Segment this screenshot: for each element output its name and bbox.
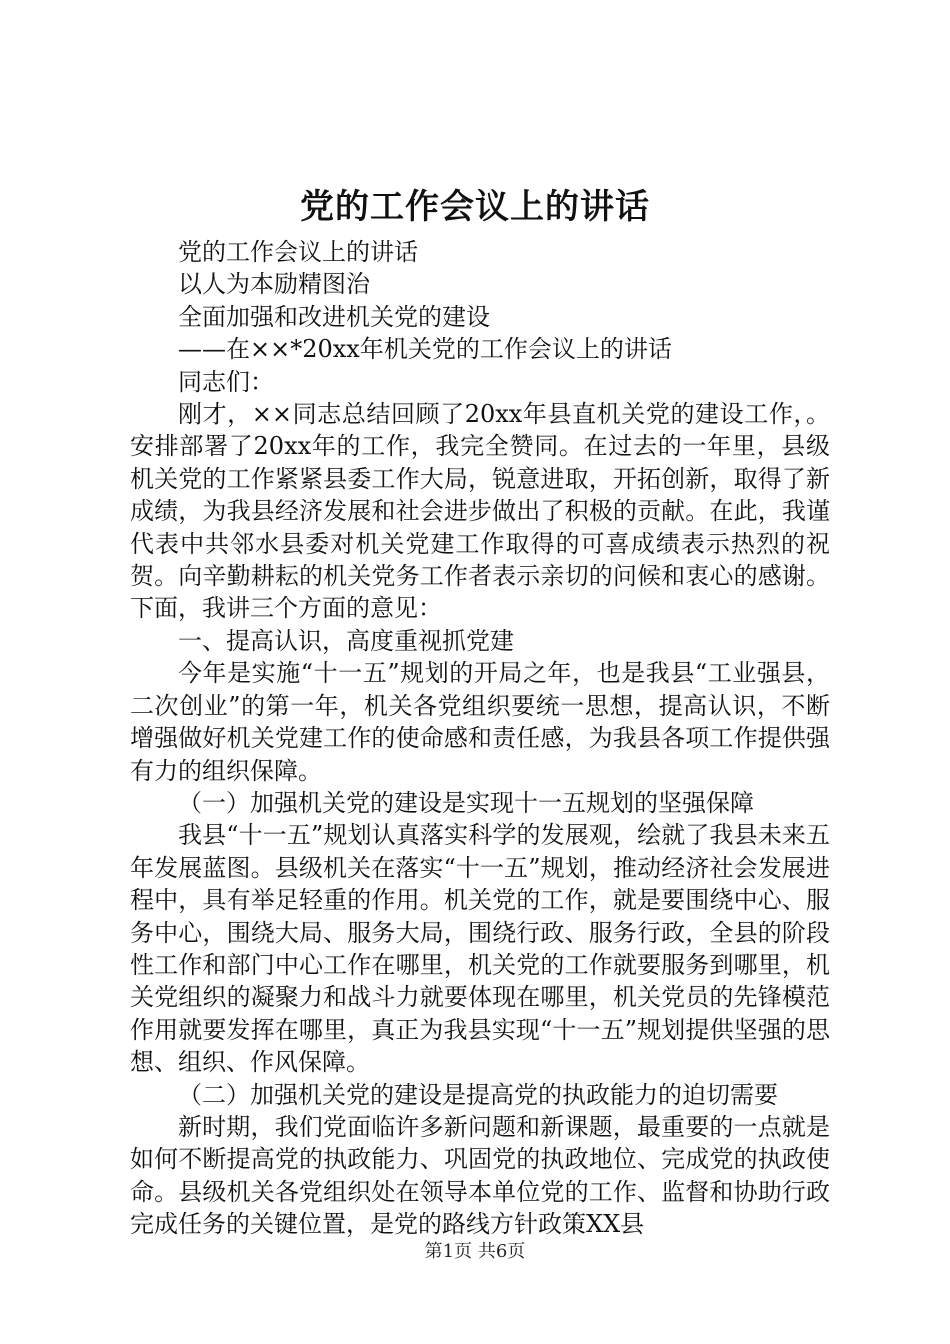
section-heading-1: 一、提高认识，高度重视抓党建 (178, 626, 514, 655)
subsection-heading-2: （二）加强机关党的建设是提高党的执政能力的迫切需要 (178, 1080, 778, 1109)
page-footer: 第1页 共6页 (424, 1241, 526, 1262)
paragraph-heading: 全面加强和改进机关党的建设 (178, 302, 490, 331)
paragraph-occasion: ——在××*20xx年机关党的工作会议上的讲话 (178, 335, 672, 364)
subsection-heading-1: （一）加强机关党的建设是实现十一五规划的坚强保障 (178, 788, 754, 817)
document-body (130, 236, 830, 1241)
paragraph-subtitle: 党的工作会议上的讲话 (178, 238, 418, 266)
paragraph-salutation: 同志们： (178, 367, 274, 396)
document-title: 党的工作会议上的讲话 (300, 187, 650, 227)
paragraph-body: 新时期，我们党面临许多新问题和新课题，最重要的一点就是如何不断提高党的执政能力、巩固党的执政地位、完成党的执政使命。县级机关各党组织处在领导本单位党的工作、监督和协助行政完成任务的关键位置，是党的路线方针政策XX县 (130, 1112, 830, 1239)
paragraph-slogan: 以人为本励精图治 (178, 270, 370, 299)
paragraph-body: 我县“十一五”规划认真落实科学的发展观，绘就了我县未来五年发展蓝图。县级机关在落实“十一五”规划，推动经济社会发展进程中，具有举足轻重的作用。机关党的工作，就是要围绕中心、服务中心，围绕大局、服务大局，围绕行政、服务行政，全县的阶段性工作和部门中心工作在哪里，机关党的工作就要服务到哪里，机关党组织的凝聚力和战斗力就要体现在哪里，机关党员的先锋模范作用就要发挥在哪里，真正为我县实现“十一五”规划提供坚强的思想、组织、作风保障。 (130, 821, 830, 1077)
paragraph-body: 今年是实施“十一五”规划的开局之年，也是我县“工业强县，二次创业”的第一年，机关各党组织要统一思想，提高认识，不断增强做好机关党建工作的使命感和责任感，为我县各项工作提供强有力的组织保障。 (130, 659, 830, 785)
paragraph-body: 刚才，××同志总结回顾了20xx年县直机关党的建设工作，。安排部署了20xx年的工作，我完全赞同。在过去的一年里，县级机关党的工作紧紧县委工作大局，锐意进取，开拓创新，取得了新成绩，为我县经济发展和社会进步做出了积极的贡献。在此，我谨代表中共邻水县委对机关党建工作取得的可喜成绩表示热烈的祝贺。向辛勤耕耘的机关党务工作者表示亲切的问候和衷心的感谢。下面，我讲三个方面的意见： (130, 400, 830, 623)
